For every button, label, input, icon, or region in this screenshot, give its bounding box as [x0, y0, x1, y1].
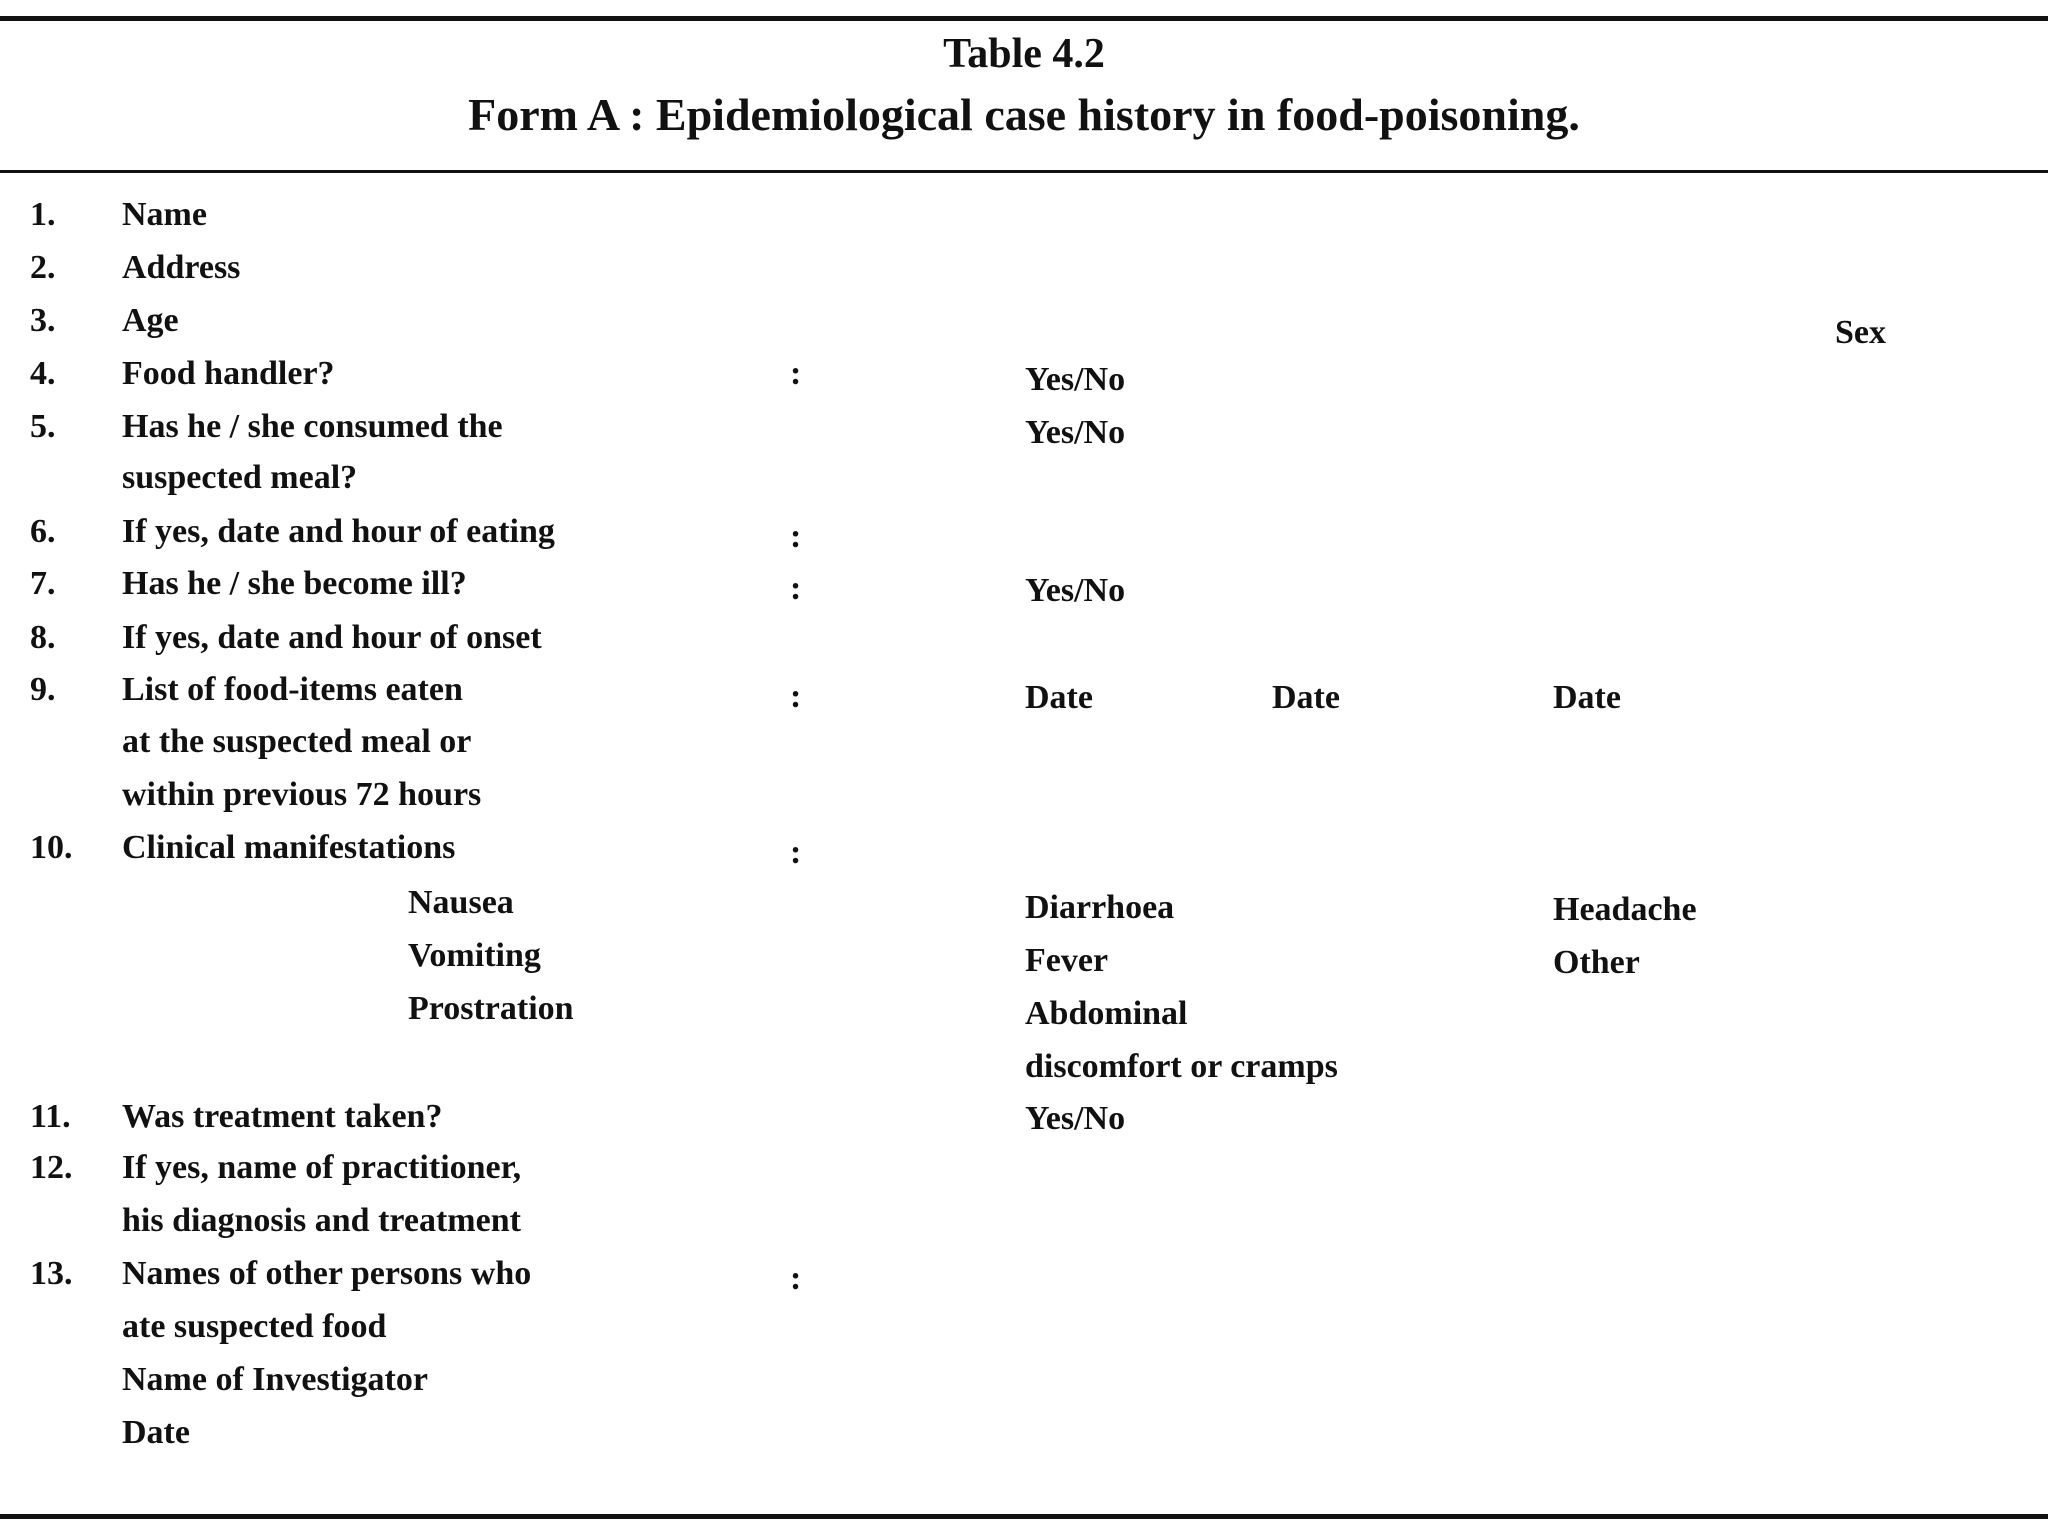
date-column-3: Date: [1553, 679, 1621, 716]
item-label-clinical: Clinical manifestations: [122, 829, 456, 866]
answer-yes-no: Yes/No: [1025, 414, 1126, 451]
item-label-consumed-meal: Has he / she consumed the: [122, 408, 503, 445]
item-number-7: 7.: [30, 565, 56, 602]
item-label-other-persons-cont: ate suspected food: [122, 1308, 387, 1345]
item-number-5: 5.: [30, 408, 56, 445]
form-title: Form A : Epidemiological case history in food-poisoning.: [468, 89, 1580, 140]
item-label-consumed-meal-cont: suspected meal?: [122, 459, 358, 496]
item-number-4: 4.: [30, 355, 56, 392]
item-number-2: 2.: [30, 249, 56, 286]
colon-separator: :: [790, 678, 802, 715]
item-number-12: 12.: [30, 1149, 73, 1186]
symptom-abdominal-cont: discomfort or cramps: [1025, 1048, 1338, 1085]
item-number-13: 13.: [30, 1255, 73, 1292]
colon-separator: :: [790, 1260, 802, 1297]
table-number: Table 4.2: [943, 31, 1105, 77]
item-number-3: 3.: [30, 302, 56, 339]
item-number-11: 11.: [30, 1098, 71, 1135]
item-label-practitioner: If yes, name of practitioner,: [122, 1149, 522, 1186]
item-label-date-onset: If yes, date and hour of onset: [122, 619, 542, 656]
colon-separator: :: [790, 355, 802, 392]
item-number-6: 6.: [30, 513, 56, 550]
symptom-diarrhoea: Diarrhoea: [1025, 889, 1175, 926]
item-label-address: Address: [122, 249, 241, 286]
symptom-headache: Headache: [1553, 891, 1697, 928]
top-rule: [0, 16, 2048, 21]
sex-label: Sex: [1835, 314, 1886, 351]
colon-separator: :: [790, 518, 802, 555]
item-label-practitioner-cont: his diagnosis and treatment: [122, 1202, 521, 1239]
date-column-2: Date: [1272, 679, 1340, 716]
item-label-name: Name: [122, 196, 207, 233]
symptom-vomiting: Vomiting: [408, 937, 541, 974]
colon-separator: :: [790, 834, 802, 871]
item-label-food-handler: Food handler?: [122, 355, 335, 392]
item-label-date-eating: If yes, date and hour of eating: [122, 513, 555, 550]
answer-yes-no: Yes/No: [1025, 572, 1126, 609]
symptom-fever: Fever: [1025, 942, 1109, 979]
symptom-nausea: Nausea: [408, 884, 514, 921]
item-label-other-persons: Names of other persons who: [122, 1255, 532, 1292]
symptom-abdominal: Abdominal: [1025, 995, 1188, 1032]
date-label: Date: [122, 1414, 190, 1451]
item-label-age: Age: [122, 302, 179, 339]
item-label-food-items-cont: within previous 72 hours: [122, 776, 482, 813]
item-label-become-ill: Has he / she become ill?: [122, 565, 467, 602]
bottom-rule: [0, 1514, 2048, 1519]
item-number-8: 8.: [30, 619, 56, 656]
item-label-treatment: Was treatment taken?: [122, 1098, 443, 1135]
item-number-10: 10.: [30, 829, 73, 866]
colon-separator: :: [790, 570, 802, 607]
symptom-prostration: Prostration: [408, 990, 574, 1027]
investigator-label: Name of Investigator: [122, 1361, 428, 1398]
item-label-food-items: List of food-items eaten: [122, 671, 463, 708]
header-rule: [0, 170, 2048, 173]
item-label-food-items-cont: at the suspected meal or: [122, 723, 472, 760]
date-column-1: Date: [1025, 679, 1093, 716]
answer-yes-no: Yes/No: [1025, 1100, 1126, 1137]
symptom-other: Other: [1553, 944, 1640, 981]
item-number-1: 1.: [30, 196, 56, 233]
item-number-9: 9.: [30, 671, 56, 708]
answer-yes-no: Yes/No: [1025, 361, 1126, 398]
